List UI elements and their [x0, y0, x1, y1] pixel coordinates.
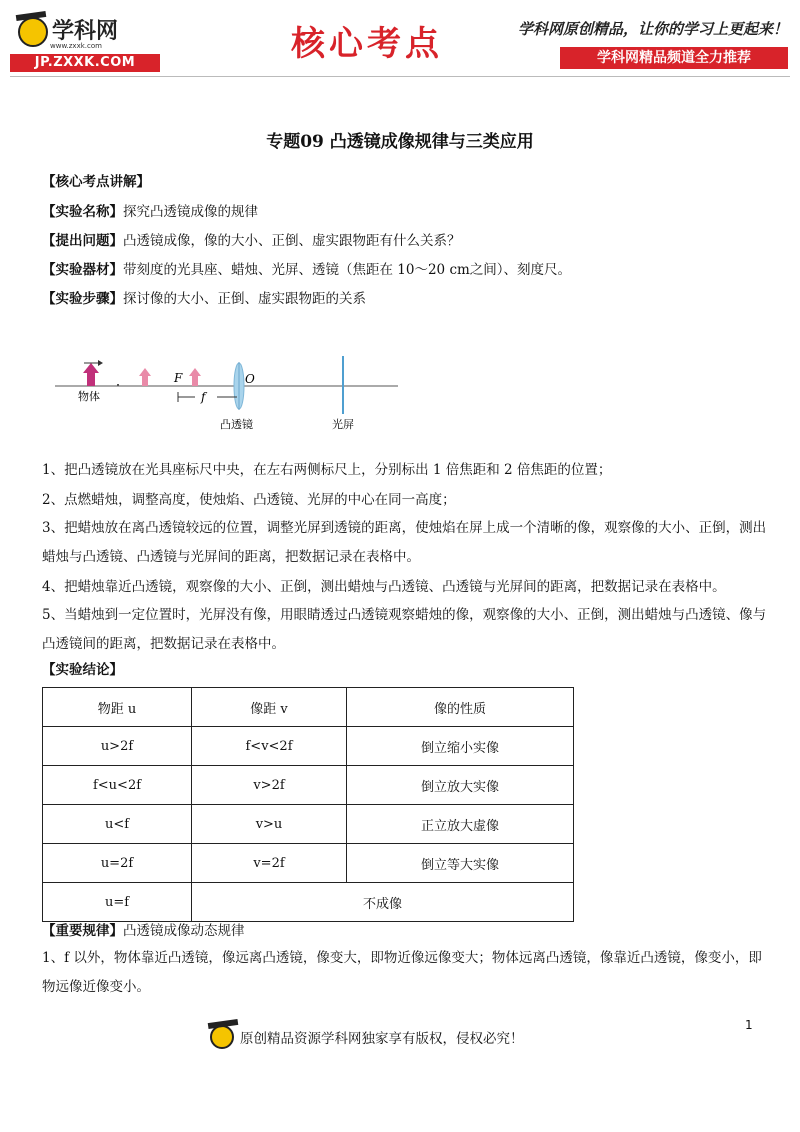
- table-cell: u=f: [43, 883, 192, 922]
- table-cell: 不成像: [192, 883, 574, 922]
- f-label: f: [201, 390, 206, 404]
- table-cell: 正立放大虚像: [347, 805, 574, 844]
- table-row: [43, 805, 574, 844]
- table-cell: v>u: [192, 805, 347, 844]
- logo-banner: JP.ZXXK.COM: [10, 54, 160, 72]
- footer-text: 原创精品资源学科网独家享有版权，侵权必究！: [240, 1031, 524, 1047]
- rule-line: [42, 921, 245, 941]
- object-arrow: [83, 363, 99, 386]
- rule-text: 凸透镜成像动态规律: [123, 923, 245, 939]
- equipment-line: [42, 260, 571, 280]
- table-row: [43, 883, 574, 922]
- exp-name-line: [42, 202, 258, 222]
- steps-label: 【实验步骤】: [42, 291, 123, 307]
- document-title: 专题09 凸透镜成像规律与三类应用: [266, 132, 534, 152]
- exp-name: 探究凸透镜成像的规律: [123, 204, 258, 220]
- table-cell: u<f: [43, 805, 192, 844]
- table-row: [43, 727, 574, 766]
- equipment-text: 带刻度的光具座、蜡烛、光屏、透镜（焦距在 10～20 cm之间）、刻度尺。: [123, 262, 572, 278]
- candle-arrow-f: [189, 368, 201, 386]
- table-cell: 倒立等大实像: [347, 844, 574, 883]
- table-row: [43, 766, 574, 805]
- steps-line: [42, 289, 366, 309]
- step-4: 4、把蜡烛靠近凸透镜，观察像的大小、正倒，测出蜡烛与凸透镜、凸透镜与光屏间的距离，把数据记录在表格中。: [42, 579, 726, 595]
- conclusion-table: [42, 687, 574, 922]
- table-cell: u>2f: [43, 727, 192, 766]
- logo-name: 学科网: [52, 19, 119, 44]
- candle-arrow-2f: [139, 368, 151, 386]
- screen-label: 光屏: [332, 418, 354, 431]
- question-text: 凸透镜成像，像的大小、正倒、虚实跟物距有什么关系？: [123, 233, 461, 249]
- question-label: 【提出问题】: [42, 233, 123, 249]
- conclusion-heading: 【实验结论】: [42, 662, 123, 678]
- table-header-row: [43, 688, 574, 727]
- step-2: 2、点燃蜡烛，调整高度，使烛焰、凸透镜、光屏的中心在同一高度；: [42, 492, 456, 508]
- core-heading: 【核心考点讲解】: [42, 174, 150, 190]
- table-cell: v=2f: [192, 844, 347, 883]
- mascot-icon: [18, 17, 48, 47]
- header-divider: [10, 76, 790, 77]
- logo-small-url: www.zxxk.com: [50, 42, 102, 50]
- site-logo[interactable]: [10, 10, 160, 72]
- lens-label: 凸透镜: [220, 418, 253, 431]
- table-header: 物距 u: [43, 688, 192, 727]
- step-3: 3、把蜡烛放在离凸透镜较远的位置，调整光屏到透镜的距离，使烛焰在屏上成一个清晰的像，观察像的大小、正倒，测出蜡烛与凸透镜、凸透镜与光屏间的距离，把数据记录在表格中。: [42, 520, 767, 565]
- equipment-label: 【实验器材】: [42, 262, 123, 278]
- table-cell: f<v<2f: [192, 727, 347, 766]
- question-line: [42, 231, 461, 251]
- header-title: 核心考点: [291, 24, 443, 64]
- table-cell: 倒立缩小实像: [347, 727, 574, 766]
- table-cell: f<u<2f: [43, 766, 192, 805]
- footer: [210, 1022, 590, 1052]
- O-label: O: [245, 372, 255, 386]
- object-label: 物体: [78, 390, 100, 403]
- steps-text: 探讨像的大小、正倒、虚实跟物距的关系: [123, 291, 366, 307]
- lens-diagram: [50, 340, 410, 435]
- table-cell: u=2f: [43, 844, 192, 883]
- rule-item-1: 1、f 以外，物体靠近凸透镜，像远离凸透镜，像变大，即物近像远像变大；物体远离凸透镜，像靠近凸透镜，像变小，即物远像近像变小。: [42, 950, 762, 995]
- step-5: 5、当蜡烛到一定位置时，光屏没有像，用眼睛透过凸透镜观察蜡烛的像，观察像的大小、正倒，测出蜡烛与凸透镜、像与凸透镜间的距离，把数据记录在表格中。: [42, 607, 767, 652]
- header-slogan: 学科网原创精品，让你的学习上更起来！: [517, 20, 788, 38]
- F-label: F: [174, 371, 183, 385]
- table-cell: 倒立放大实像: [347, 766, 574, 805]
- step-1: 1、把凸透镜放在光具座标尺中央，在左右两侧标尺上，分别标出 1 倍焦距和 2 倍焦距的位置；: [42, 462, 612, 478]
- table-cell: v>2f: [192, 766, 347, 805]
- rule-label: 【重要规律】: [42, 923, 123, 939]
- slogan-banner: 学科网精品频道全力推荐: [560, 47, 788, 69]
- table-row: [43, 844, 574, 883]
- exp-name-label: 【实验名称】: [42, 204, 123, 220]
- table-header: 像的性质: [347, 688, 574, 727]
- page-number: 1: [745, 1018, 753, 1032]
- table-header: 像距 v: [192, 688, 347, 727]
- mascot-icon: [210, 1025, 234, 1049]
